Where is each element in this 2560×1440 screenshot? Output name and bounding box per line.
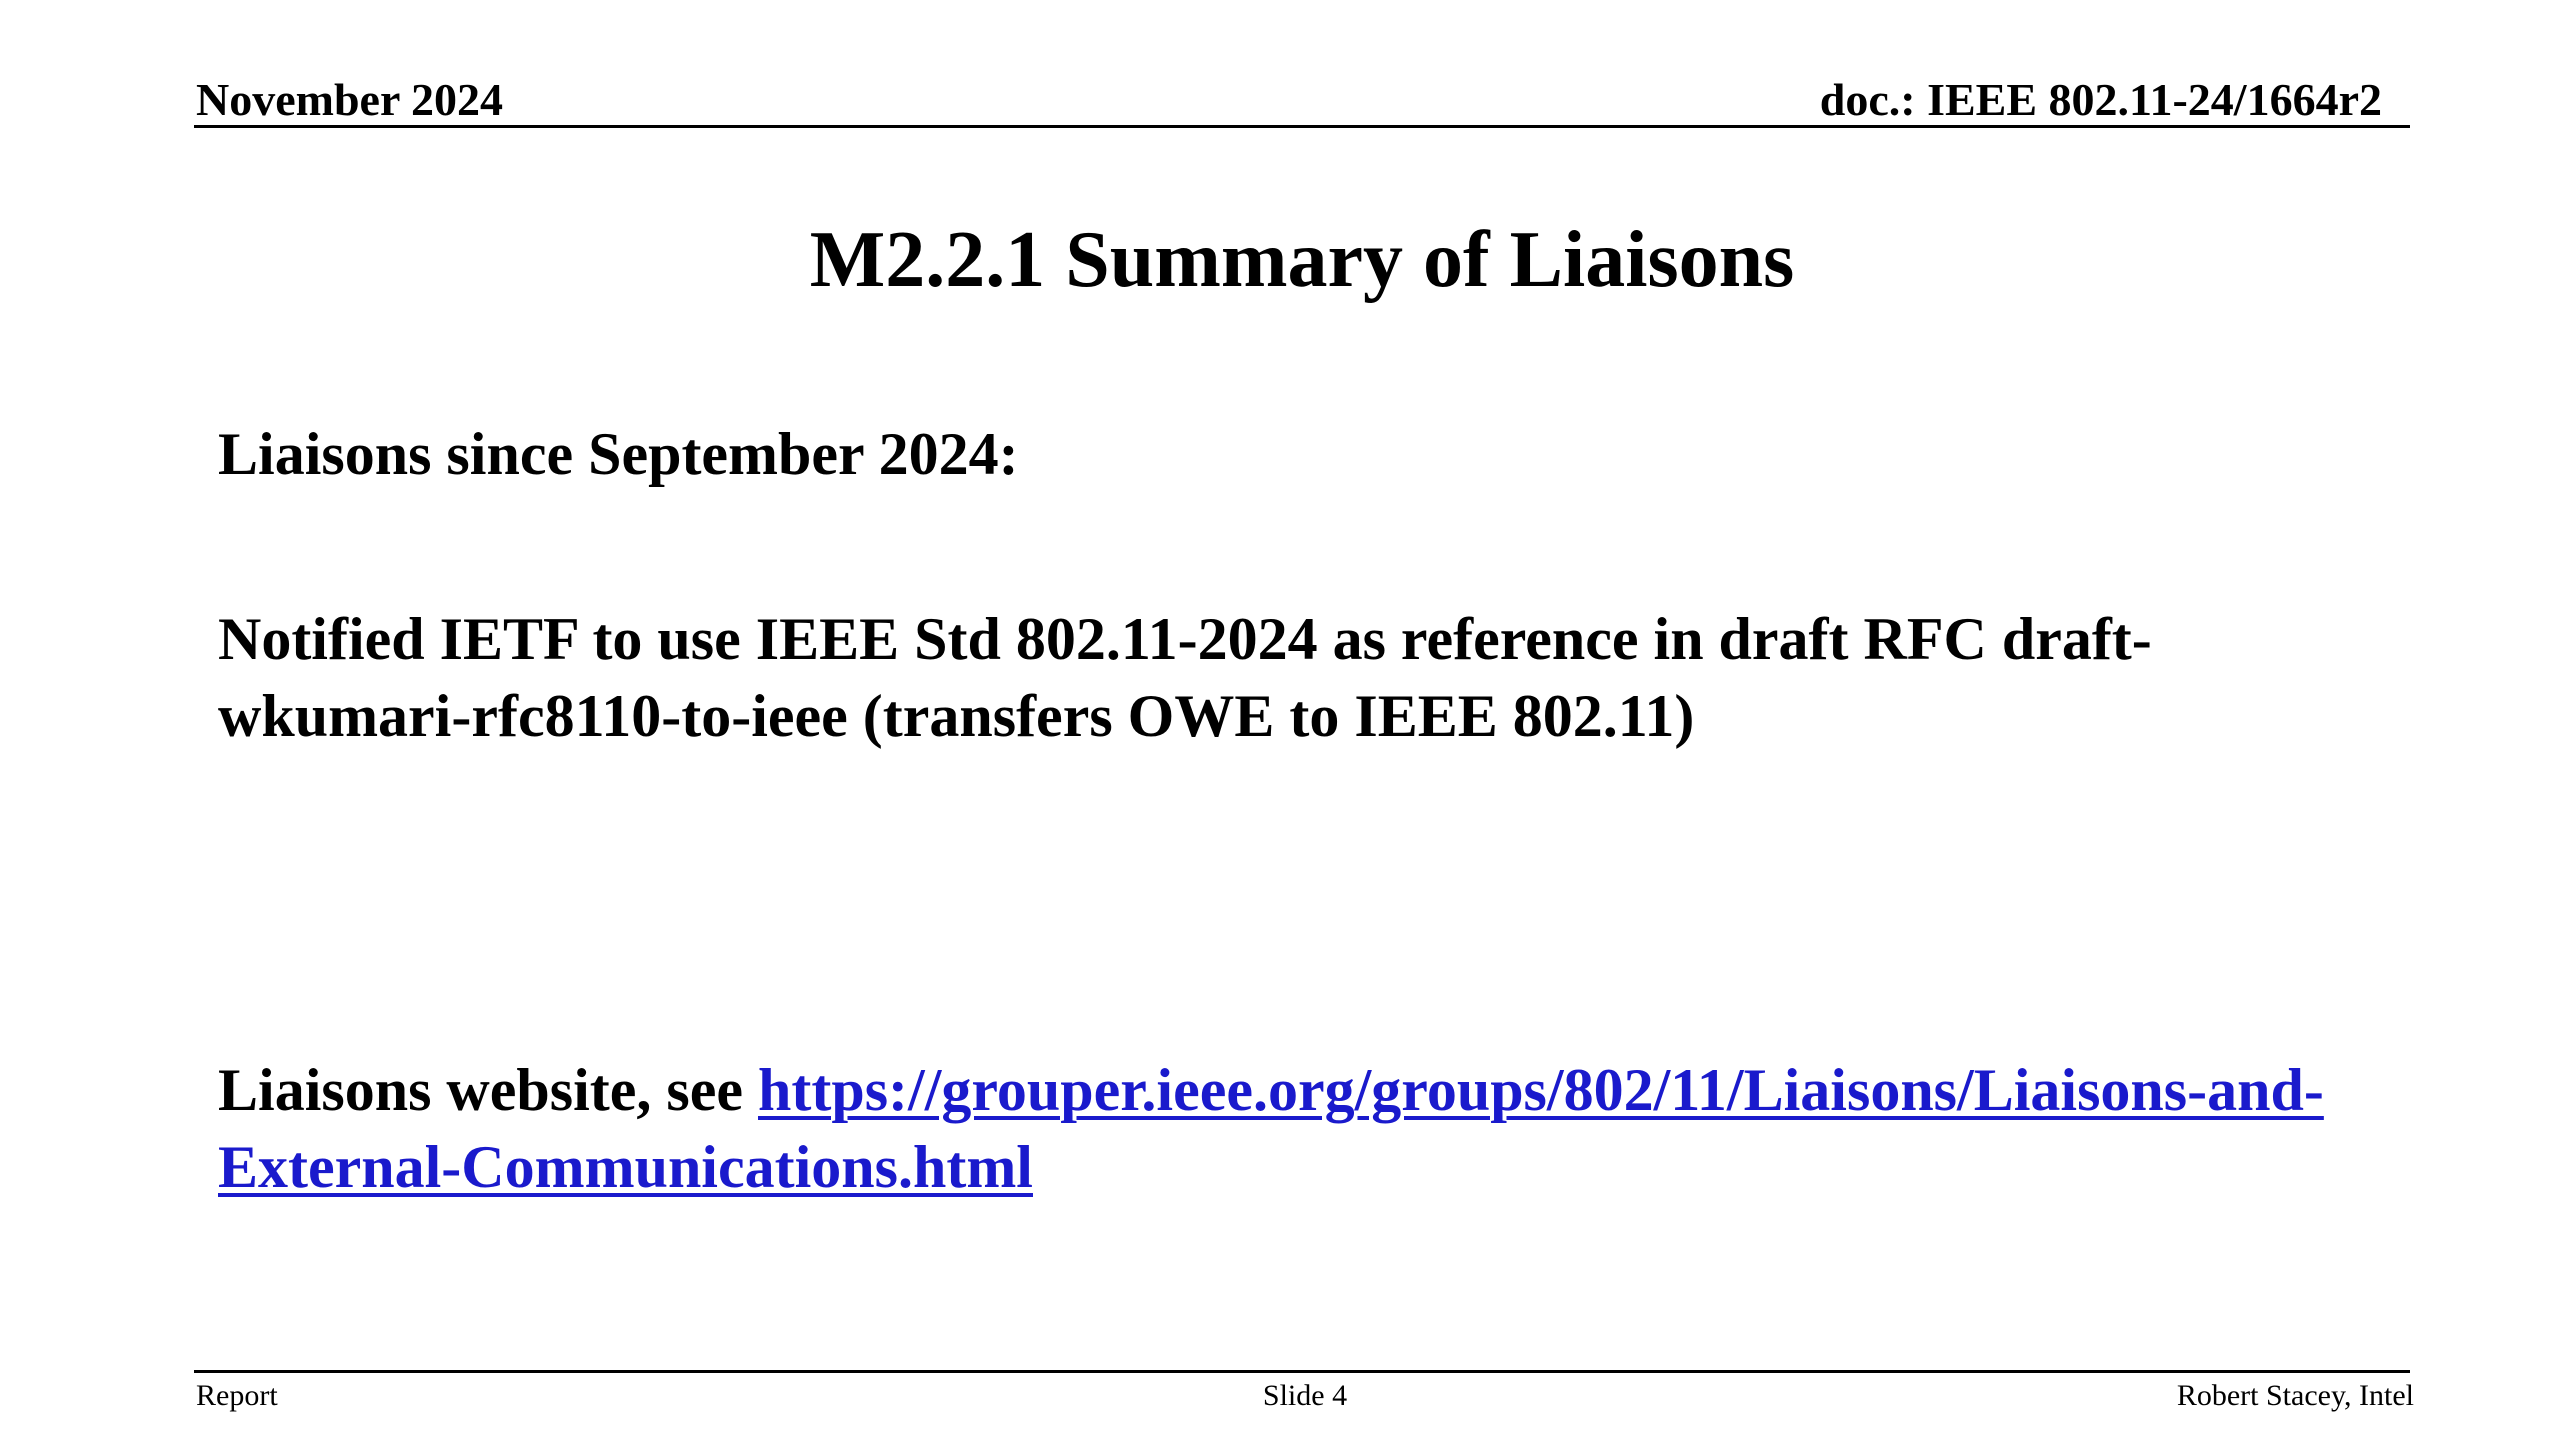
header-doc-id: doc.: IEEE 802.11-24/1664r2 bbox=[1819, 74, 2382, 125]
liaisons-website-link[interactable]: https://grouper.ieee.org/groups/802/11/Liaisons/Liaisons-and-External-Communications.html bbox=[218, 1057, 2324, 1200]
notified-ietf-paragraph: Notified IETF to use IEEE Std 802.11-2024 as reference in draft RFC draft-wkumari-rfc8110-to-ieee (transfers OWE to IEEE 802.11) bbox=[218, 606, 2152, 749]
footer-divider bbox=[194, 1370, 2410, 1373]
header-divider bbox=[194, 125, 2410, 128]
website-prefix: Liaisons website, see bbox=[218, 1057, 758, 1123]
footer-author: Robert Stacey, Intel bbox=[2176, 1379, 2414, 1412]
header-date: November 2024 bbox=[196, 74, 504, 125]
liaisons-website-paragraph bbox=[218, 1052, 2398, 1206]
slide-title: M2.2.1 Summary of Liaisons bbox=[809, 216, 1795, 304]
footer-slide-number: Slide 4 bbox=[1262, 1379, 1348, 1412]
footer-report-label: Report bbox=[196, 1379, 278, 1412]
liaisons-since-heading: Liaisons since September 2024: bbox=[218, 421, 1019, 487]
